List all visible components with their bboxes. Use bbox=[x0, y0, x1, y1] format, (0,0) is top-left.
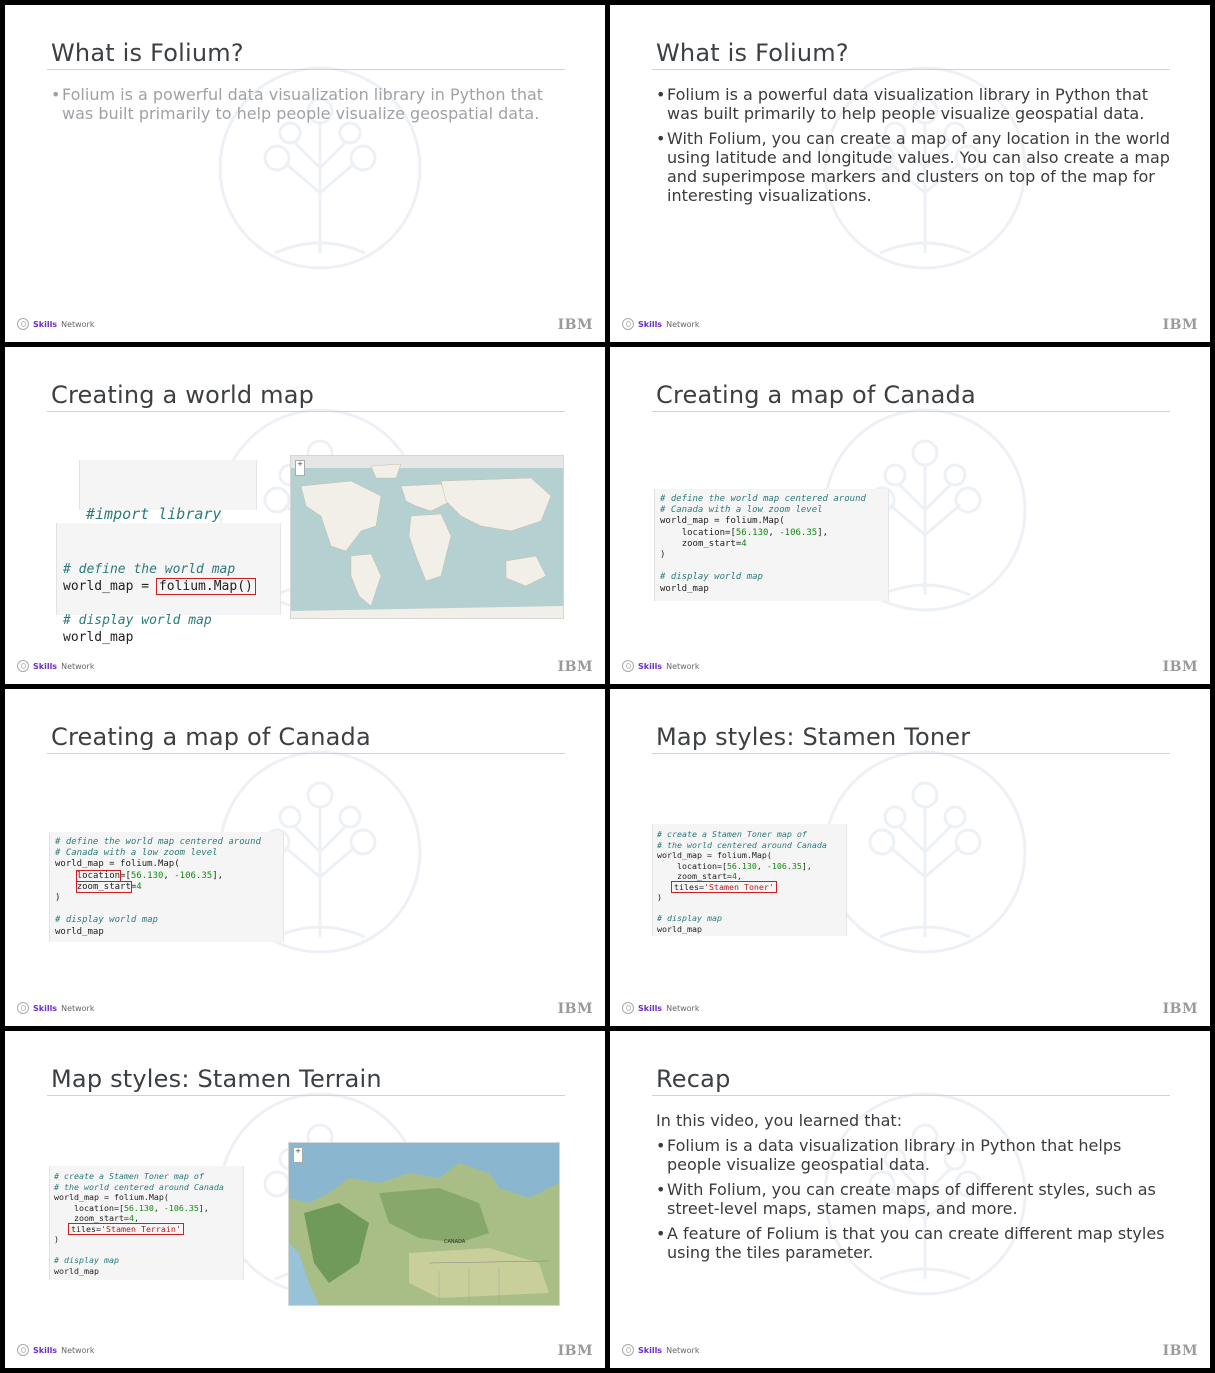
code-text: , bbox=[153, 1202, 164, 1213]
tree-watermark-icon bbox=[820, 747, 1030, 957]
code-comment: # display world map bbox=[660, 572, 763, 583]
title-divider bbox=[47, 69, 565, 70]
terrain-map-image[interactable] bbox=[288, 1142, 560, 1306]
slide-map-of-canada-2[interactable] bbox=[5, 689, 605, 1026]
brand-bold: Skills bbox=[33, 1003, 58, 1013]
code-text: location= bbox=[681, 527, 731, 538]
code-number: 4 bbox=[128, 1213, 134, 1223]
zoom-control[interactable]: + bbox=[295, 460, 305, 476]
bullet-item: • With Folium, you can create a map of any location in the world using latitude and longitude values. You can also create a map and superimpose markers and clusters on top of the map for interesting visualizations. bbox=[656, 129, 1176, 205]
code-text: ) bbox=[54, 1234, 59, 1244]
code-number: 56.130 bbox=[130, 870, 164, 881]
code-number: 4 bbox=[136, 881, 142, 892]
brand-bold: Skills bbox=[33, 319, 58, 329]
code-comment: # display map bbox=[54, 1255, 119, 1265]
slide-title: Recap bbox=[656, 1065, 731, 1093]
recap-intro: In this video, you learned that: bbox=[656, 1111, 903, 1130]
ibm-logo: IBM bbox=[1162, 659, 1198, 675]
code-number: 4 bbox=[731, 871, 737, 881]
skills-network-logo bbox=[17, 660, 94, 672]
ibm-logo: IBM bbox=[557, 1001, 593, 1017]
title-divider bbox=[47, 753, 565, 754]
brand-bold: Skills bbox=[638, 1003, 663, 1013]
code-comment: # display world map bbox=[55, 915, 158, 926]
code-comment: # display map bbox=[657, 913, 722, 923]
skills-network-logo bbox=[17, 318, 94, 330]
code-text: zoom_start= bbox=[73, 1213, 129, 1223]
slide-title: Creating a world map bbox=[51, 381, 315, 409]
code-text: , bbox=[756, 860, 767, 871]
terrain-code-cell[interactable] bbox=[49, 1166, 244, 1280]
title-divider bbox=[652, 753, 1170, 754]
terrain-map-svg bbox=[289, 1143, 559, 1305]
code-text: world_map bbox=[63, 630, 134, 645]
code-text: world_map = folium.Map( bbox=[54, 1192, 169, 1202]
code-text: , bbox=[163, 870, 175, 881]
slide-creating-world-map[interactable] bbox=[5, 347, 605, 684]
tiles-highlight bbox=[672, 882, 776, 892]
bullet-item: • Folium is a powerful data visualization library in Python that was built primarily to help people visualize geospatial data. bbox=[51, 85, 571, 123]
slide-title: Creating a map of Canada bbox=[51, 723, 371, 751]
title-divider bbox=[652, 1095, 1170, 1096]
code-text: =[ bbox=[120, 870, 131, 881]
skills-network-icon bbox=[622, 318, 634, 330]
world-map-svg bbox=[291, 456, 563, 618]
code-text: ], bbox=[212, 870, 224, 881]
code-string: 'Stamen Toner' bbox=[703, 881, 774, 892]
skills-network-icon bbox=[622, 1002, 634, 1014]
canada-map-label: CANADA bbox=[444, 1239, 466, 1245]
tiles-highlight bbox=[69, 1224, 183, 1234]
code-text: ) bbox=[55, 893, 61, 904]
brand-bold: Skills bbox=[638, 319, 663, 329]
code-text: world_map bbox=[54, 1265, 99, 1276]
skills-network-icon bbox=[622, 660, 634, 672]
slide-title: Creating a map of Canada bbox=[656, 381, 976, 409]
code-text: ], bbox=[801, 860, 812, 871]
code-number: -106.35 bbox=[174, 870, 213, 881]
brand-bold: Skills bbox=[638, 1345, 663, 1355]
bullet-item: • Folium is a powerful data visualization library in Python that was built primarily to help people visualize geospatial data. bbox=[656, 85, 1176, 123]
brand-rest: Network bbox=[666, 1345, 700, 1355]
slide-recap[interactable] bbox=[610, 1031, 1210, 1368]
code-text: [ bbox=[730, 527, 736, 538]
brand-rest: Network bbox=[666, 1003, 700, 1013]
map-code-cell[interactable] bbox=[56, 523, 281, 645]
world-map-image[interactable] bbox=[290, 455, 564, 619]
bullet-list bbox=[656, 1136, 1176, 1268]
skills-network-logo bbox=[622, 660, 699, 672]
skills-network-icon bbox=[17, 1344, 29, 1356]
canada-code-cell[interactable] bbox=[654, 489, 889, 601]
bullet-list bbox=[51, 85, 571, 129]
code-text: tiles= bbox=[71, 1223, 101, 1234]
skills-network-logo bbox=[17, 1344, 94, 1356]
code-comment: # define the world map bbox=[63, 562, 236, 577]
brand-rest: Network bbox=[61, 1345, 95, 1355]
title-divider bbox=[652, 69, 1170, 70]
brand-rest: Network bbox=[666, 661, 700, 671]
zoom-control[interactable]: + bbox=[293, 1147, 303, 1163]
code-comment: # Canada with a low zoom level bbox=[55, 848, 218, 859]
code-number: 4 bbox=[741, 538, 747, 549]
brand-rest: Network bbox=[61, 1003, 95, 1013]
slide-what-is-folium-1[interactable] bbox=[5, 5, 605, 342]
bullet-list bbox=[656, 85, 1176, 211]
skills-network-icon bbox=[622, 1344, 634, 1356]
code-text: tiles= bbox=[674, 881, 704, 892]
code-text: ) bbox=[660, 550, 666, 561]
code-text: zoom_start= bbox=[681, 538, 742, 549]
code-comment: # define the world map centered around bbox=[660, 494, 866, 504]
code-number: -106.35 bbox=[163, 1202, 199, 1213]
code-text: world_map bbox=[660, 583, 709, 594]
slide-what-is-folium-2[interactable] bbox=[610, 5, 1210, 342]
brand-bold: Skills bbox=[33, 1345, 58, 1355]
code-text: location=[ bbox=[73, 1202, 124, 1213]
canada-code-cell-highlighted[interactable] bbox=[49, 832, 284, 942]
slide-stamen-toner[interactable] bbox=[610, 689, 1210, 1026]
title-divider bbox=[47, 411, 565, 412]
brand-bold: Skills bbox=[638, 661, 663, 671]
zoom-start-highlight: zoom_start bbox=[76, 881, 131, 892]
bullet-item: • A feature of Folium is that you can create different map styles using the tiles parameter. bbox=[656, 1224, 1176, 1262]
title-divider bbox=[47, 1095, 565, 1096]
title-divider bbox=[652, 411, 1170, 412]
code-number: -106.35 bbox=[779, 527, 818, 538]
code-text: zoom_start= bbox=[676, 871, 732, 881]
code-number: 56.130 bbox=[735, 527, 769, 538]
code-text: world_map bbox=[55, 926, 104, 937]
code-number: 56.130 bbox=[726, 860, 757, 871]
code-number: 56.130 bbox=[123, 1202, 154, 1213]
bullet-item: • With Folium, you can create maps of different styles, such as street-level maps, stamen maps, and more. bbox=[656, 1180, 1176, 1218]
code-text: = bbox=[130, 881, 137, 892]
code-comment: # create a Stamen Toner map of bbox=[54, 1171, 204, 1181]
code-comment: # create a Stamen Toner map of bbox=[657, 829, 807, 839]
code-text: world_map bbox=[657, 923, 702, 934]
bullet-item: • Folium is a data visualization library in Python that helps people visualize geospatial data. bbox=[656, 1136, 1176, 1174]
code-string: 'Stamen Terrain' bbox=[100, 1223, 181, 1234]
skills-network-logo bbox=[622, 1344, 699, 1356]
code-text: ], bbox=[817, 527, 829, 538]
import-code-cell[interactable] bbox=[79, 460, 257, 523]
code-text: ) bbox=[657, 892, 662, 902]
code-comment: # display world map bbox=[63, 613, 212, 628]
slide-title: Map styles: Stamen Toner bbox=[656, 723, 971, 751]
skills-network-logo bbox=[17, 1002, 94, 1014]
ibm-logo: IBM bbox=[1162, 317, 1198, 333]
slide-title: What is Folium? bbox=[51, 39, 244, 67]
slide-title: What is Folium? bbox=[656, 39, 849, 67]
code-text: ], bbox=[198, 1202, 209, 1213]
skills-network-logo bbox=[622, 1002, 699, 1014]
location-highlight: location bbox=[76, 870, 121, 881]
brand-bold: Skills bbox=[33, 661, 58, 671]
slide-stamen-terrain[interactable] bbox=[5, 1031, 605, 1368]
ibm-logo: IBM bbox=[557, 317, 593, 333]
brand-rest: Network bbox=[61, 661, 95, 671]
skills-network-icon bbox=[17, 318, 29, 330]
code-text: , bbox=[736, 871, 742, 881]
code-text: , bbox=[133, 1213, 139, 1223]
code-comment: # the world centered around Canada bbox=[657, 839, 827, 850]
ibm-logo: IBM bbox=[1162, 1343, 1198, 1359]
code-comment: # the world centered around Canada bbox=[54, 1181, 224, 1192]
slide-map-of-canada-1[interactable] bbox=[610, 347, 1210, 684]
code-comment: # Canada with a low zoom level bbox=[660, 505, 823, 516]
brand-rest: Network bbox=[61, 319, 95, 329]
code-text: location=[ bbox=[676, 860, 727, 871]
skills-network-logo bbox=[622, 318, 699, 330]
ibm-logo: IBM bbox=[557, 1343, 593, 1359]
code-text: , bbox=[768, 527, 780, 538]
skills-network-icon bbox=[17, 660, 29, 672]
code-number: -106.35 bbox=[766, 860, 802, 871]
slide-title: Map styles: Stamen Terrain bbox=[51, 1065, 382, 1093]
toner-code-cell[interactable] bbox=[652, 824, 847, 936]
skills-network-icon bbox=[17, 1002, 29, 1014]
ibm-logo: IBM bbox=[557, 659, 593, 675]
code-text: world_map = bbox=[63, 579, 157, 594]
ibm-logo: IBM bbox=[1162, 1001, 1198, 1017]
code-text: world_map = folium.Map( bbox=[55, 859, 180, 870]
code-text: world_map = folium.Map( bbox=[660, 516, 785, 527]
code-text: world_map = folium.Map( bbox=[657, 850, 772, 860]
code-comment: #import library bbox=[86, 505, 222, 523]
folium-map-highlight: folium.Map() bbox=[158, 579, 253, 594]
brand-rest: Network bbox=[666, 319, 700, 329]
code-comment: # define the world map centered around bbox=[55, 837, 261, 847]
